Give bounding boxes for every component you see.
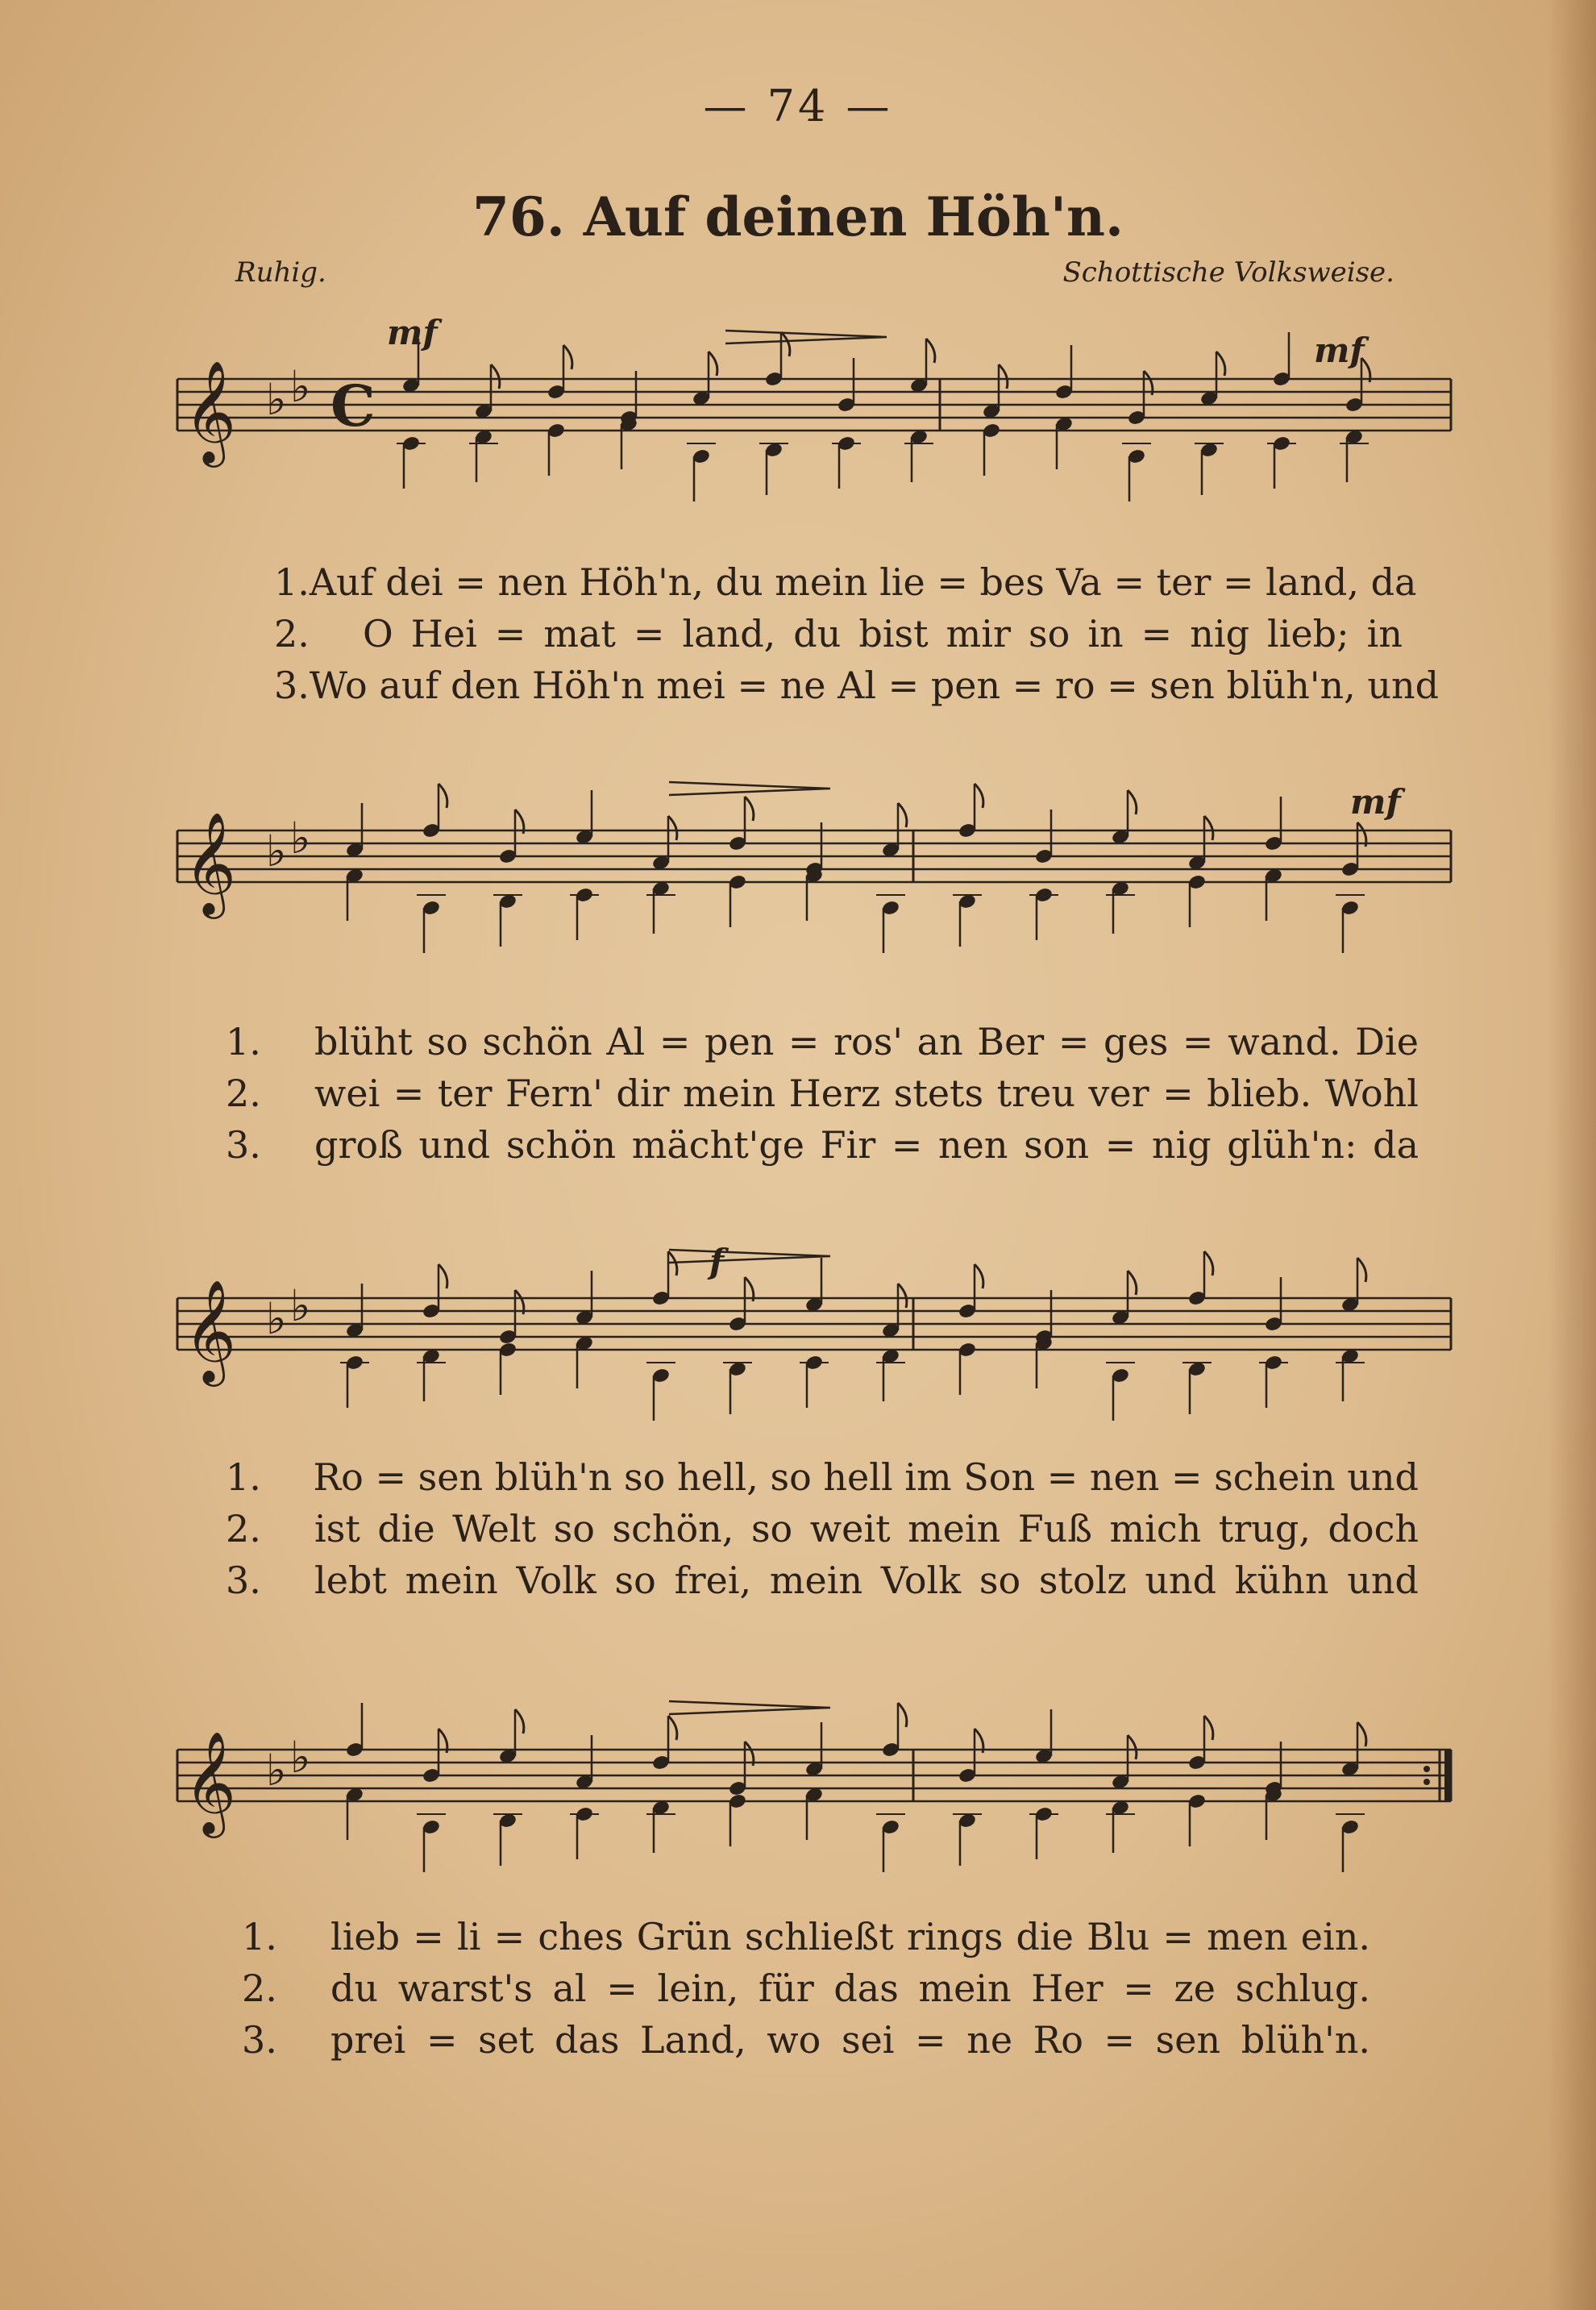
staff-2 xyxy=(161,750,1467,968)
note-flag xyxy=(1204,1716,1213,1740)
lyrics-block-4 xyxy=(242,1911,1370,2066)
flat-icon: ♭ xyxy=(266,1745,287,1796)
decrescendo-hairpin xyxy=(669,1701,830,1714)
note-flag xyxy=(1357,1722,1366,1746)
flat-icon: ♭ xyxy=(290,1732,311,1783)
note-flag xyxy=(563,345,572,369)
note-flag xyxy=(1357,1258,1366,1282)
note-flag xyxy=(668,1716,677,1740)
note-flag xyxy=(975,784,983,808)
music-system-2 xyxy=(161,750,1467,968)
lyric-line: 1. Ro = sen blüh'n so hell, so hell im Son = nen = schein und xyxy=(226,1455,1419,1499)
lyric-line: 3. groß und schön mächt'ge Fir = nen son = nig glüh'n: da xyxy=(226,1123,1419,1167)
flat-icon: ♭ xyxy=(290,361,311,412)
treble-clef-icon: 𝄞 xyxy=(184,360,237,463)
note-flag xyxy=(975,1264,983,1288)
dynamic-f: f xyxy=(709,1242,725,1281)
flat-icon: ♭ xyxy=(290,813,311,864)
dynamic-mf: mf xyxy=(1314,331,1365,370)
decrescendo-hairpin xyxy=(725,331,887,343)
lyrics-block-2 xyxy=(226,1016,1419,1171)
decrescendo-hairpin xyxy=(669,1250,830,1263)
note-flag xyxy=(781,332,790,356)
note-flag xyxy=(438,1264,447,1288)
note-flag xyxy=(926,339,935,363)
staff-4 xyxy=(161,1669,1467,1887)
dynamic-mf: mf xyxy=(387,313,438,352)
lyrics-block-1 xyxy=(274,556,1440,711)
note-flag xyxy=(898,1284,907,1308)
lyrics-block-3 xyxy=(226,1451,1419,1606)
note-flag xyxy=(1204,1251,1213,1276)
lyric-line: 3. prei = set das Land, wo sei = ne Ro = sen blüh'n. xyxy=(242,2018,1370,2062)
page-number: — 74 — xyxy=(703,81,893,131)
note-flag xyxy=(438,784,447,808)
melody-source: Schottische Volksweise. xyxy=(1062,256,1394,289)
note-flag xyxy=(1204,816,1213,840)
repeat-dot xyxy=(1424,1779,1430,1785)
music-system-3 xyxy=(161,1217,1467,1435)
flat-icon: ♭ xyxy=(266,1293,287,1344)
lyric-line: 2. O Hei = mat = land, du bist mir so in = nig lieb; in xyxy=(274,612,1403,656)
lyric-line: 1. lieb = li = ches Grün schließt rings die Blu = men ein. xyxy=(242,1915,1370,1958)
note-flag xyxy=(898,803,907,827)
lyric-line: 1. Auf dei = nen Höh'n, du mein lie = bes Va = ter = land, da xyxy=(274,560,1417,604)
note-flag xyxy=(709,352,717,376)
music-system-1 xyxy=(161,298,1467,516)
song-title: 76. Auf deinen Höh'n. xyxy=(472,185,1124,248)
decrescendo-hairpin xyxy=(669,782,830,795)
flat-icon: ♭ xyxy=(290,1280,311,1331)
staff-3 xyxy=(161,1217,1467,1435)
music-system-4 xyxy=(161,1669,1467,1887)
lyric-line: 2. wei = ter Fern' dir mein Herz stets treu ver = blieb. Wohl xyxy=(226,1072,1419,1115)
page-edge-shadow xyxy=(1548,0,1596,2310)
staff-1 xyxy=(161,298,1467,516)
common-time-icon: C xyxy=(330,373,376,439)
note-flag xyxy=(1128,790,1137,814)
lyric-line: 2. du warst's al = lein, für das mein Her = ze schlug. xyxy=(242,1967,1370,2010)
note-flag xyxy=(491,364,500,389)
tempo-marking: Ruhig. xyxy=(235,256,326,289)
lyric-line: 1. blüht so schön Al = pen = ros' an Ber = ges = wand. Die xyxy=(226,1020,1419,1063)
note-flag xyxy=(1128,1735,1137,1759)
lyric-line: 2. ist die Welt so schön, so weit mein Fuß mich trug, doch xyxy=(226,1507,1419,1550)
lyric-line: 3. Wo auf den Höh'n mei = ne Al = pen = ro = sen blüh'n, und xyxy=(274,664,1440,707)
flat-icon: ♭ xyxy=(266,826,287,876)
note-flag xyxy=(515,1709,524,1734)
dynamic-mf: mf xyxy=(1350,782,1401,822)
note-flag xyxy=(898,1703,907,1727)
treble-clef-icon: 𝄞 xyxy=(184,1730,237,1833)
repeat-dot xyxy=(1424,1766,1430,1772)
note-flag xyxy=(1216,352,1225,376)
note-flag xyxy=(745,797,754,821)
note-flag xyxy=(668,816,677,840)
note-flag xyxy=(999,364,1008,389)
note-flag xyxy=(1128,1271,1137,1295)
treble-clef-icon: 𝄞 xyxy=(184,1279,237,1382)
treble-clef-icon: 𝄞 xyxy=(184,811,237,914)
lyric-line: 3. lebt mein Volk so frei, mein Volk so stolz und kühn und xyxy=(226,1559,1419,1602)
flat-icon: ♭ xyxy=(266,374,287,425)
